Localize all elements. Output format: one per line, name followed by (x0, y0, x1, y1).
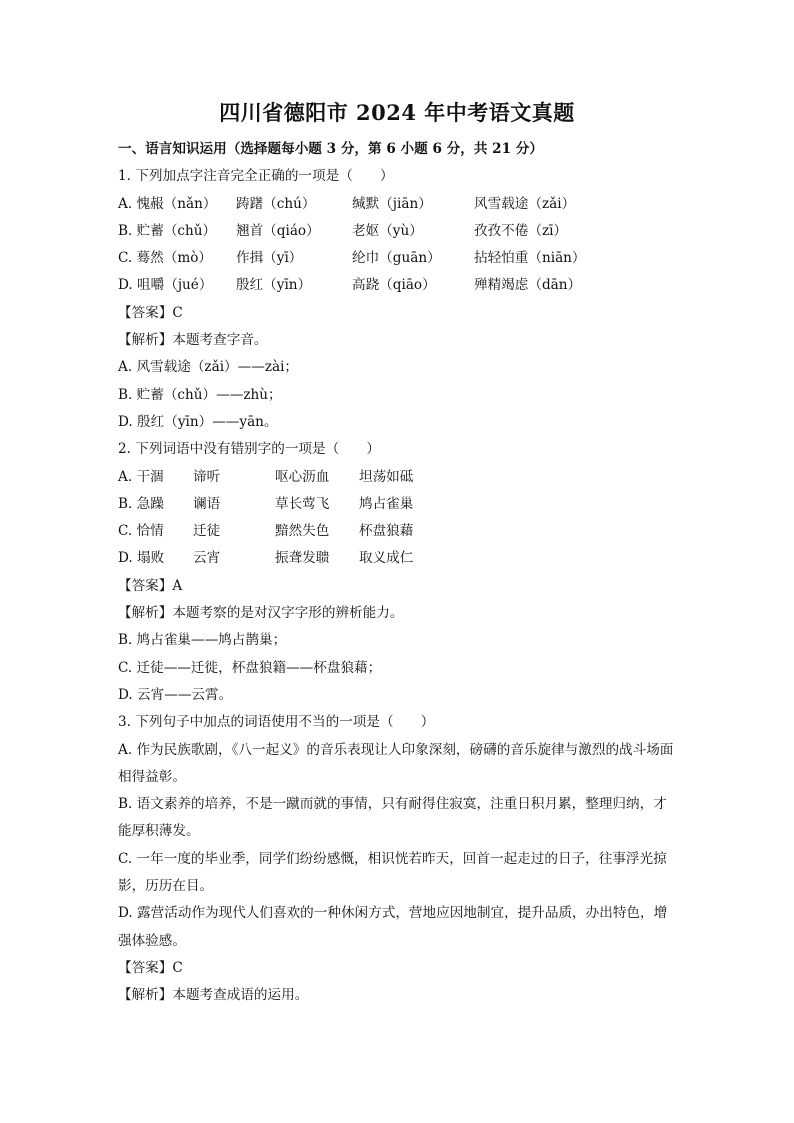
option-item: D. 塌败 (118, 550, 165, 567)
question-3-option-d: D. 露营活动作为现代人们喜欢的一种休闲方式，营地应因地制宜，提升品质，办出特色，增强体验感。 (118, 905, 668, 949)
option-item: 风雪载途（zǎi） (474, 195, 576, 212)
option-item: 孜孜不倦（zī） (474, 222, 568, 239)
question-2-stem: 2. 下列词语中没有错别字的一项是（ ） (118, 441, 380, 458)
option-item: 翘首（qiáo） (236, 222, 320, 239)
option-item: A. 干涸 (118, 468, 164, 485)
analysis-line: C. 迁徒——迁徙，杯盘狼籍——杯盘狼藉； (118, 659, 382, 676)
option-item: D. 咀嚼（jué） (118, 277, 213, 294)
option-item: 杯盘狼藉 (359, 523, 414, 540)
question-1-option-c (118, 245, 678, 272)
option-item: 坦荡如砥 (359, 468, 414, 485)
option-item: C. 恰情 (118, 523, 164, 540)
analysis-line: B. 贮蓄（chǔ）——zhù； (118, 386, 282, 403)
option-item: 踌躇（chú） (236, 195, 316, 212)
question-1-option-a (118, 191, 678, 218)
option-item: 拈轻怕重（niān） (474, 250, 586, 267)
section-heading: 一、语言知识运用（选择题每小题 3 分，第 6 小题 6 分，共 21 分） (118, 141, 543, 157)
question-3-analysis: 【解析】本题考查成语的运用。 (118, 987, 309, 1004)
question-1-option-b (118, 218, 678, 245)
option-item: 谛听 (193, 468, 221, 485)
option-item: 取义成仁 (359, 550, 414, 567)
option-item: 谰语 (193, 495, 221, 512)
analysis-line: B. 鸠占雀巢——鸠占鹊巢； (118, 632, 287, 649)
option-item: B. 急躁 (118, 495, 164, 512)
option-item: 作揖（yī） (236, 250, 303, 267)
question-3-answer: 【答案】C (118, 959, 183, 976)
option-item: 草长莺飞 (275, 495, 330, 512)
option-item: 黯然失色 (275, 523, 330, 540)
question-1-analysis: 【解析】本题考查字音。 (118, 332, 268, 349)
option-item: A. 愧赧（nǎn） (118, 195, 217, 212)
question-2-option-c (118, 518, 678, 545)
question-2-option-b (118, 491, 678, 518)
option-item: 老妪（yù） (352, 222, 423, 239)
option-item: 云宵 (193, 550, 221, 567)
page-title: 四川省德阳市 2024 年中考语文真题 (219, 100, 575, 125)
question-3-stem: 3. 下列句子中加点的词语使用不当的一项是（ ） (118, 714, 435, 731)
question-2-answer: 【答案】A (118, 577, 183, 594)
question-1-answer: 【答案】C (118, 304, 183, 321)
option-item: 迁徒 (193, 523, 221, 540)
question-2-analysis: 【解析】本题考察的是对汉字字形的辨析能力。 (118, 605, 404, 622)
question-2-option-a (118, 464, 678, 491)
option-item: B. 贮蓄（chǔ） (118, 222, 217, 239)
document-body (118, 136, 678, 1010)
option-item: 呕心沥血 (275, 468, 330, 485)
question-2-option-d (118, 545, 678, 572)
option-item: 鸠占雀巢 (359, 495, 414, 512)
option-item: C. 蓦然（mò） (118, 250, 213, 267)
option-item: 振聋发聩 (275, 550, 330, 567)
option-item: 殷红（yīn） (236, 277, 312, 294)
option-item: 纶巾（guān） (352, 250, 441, 267)
question-1-option-d (118, 272, 678, 299)
question-3-option-a: A. 作为民族歌剧，《八一起义》的音乐表现让人印象深刻，磅礴的音乐旋律与激烈的战斗场面相得益彰。 (118, 741, 674, 785)
question-3-option-b: B. 语文素养的培养，不是一蹴而就的事情，只有耐得住寂寞，注重日积月累，整理归纳，才能厚积薄发。 (118, 796, 667, 840)
analysis-line: D. 殷红（yīn）——yān。 (118, 413, 278, 430)
question-1-stem: 1. 下列加点字注音完全正确的一项是（ ） (118, 168, 394, 185)
question-3-option-c: C. 一年一度的毕业季，同学们纷纷感慨，相识恍若昨天，回首一起走过的日子，往事浮光掠影，历历在目。 (118, 850, 667, 895)
option-item: 高跷（qiāo） (352, 277, 436, 294)
option-item: 缄默（jiān） (352, 195, 432, 212)
analysis-line: D. 云宵——云霄。 (118, 686, 233, 703)
analysis-line: A. 风雪载途（zǎi）——zài； (118, 359, 299, 376)
option-item: 殚精竭虑（dān） (474, 277, 582, 294)
